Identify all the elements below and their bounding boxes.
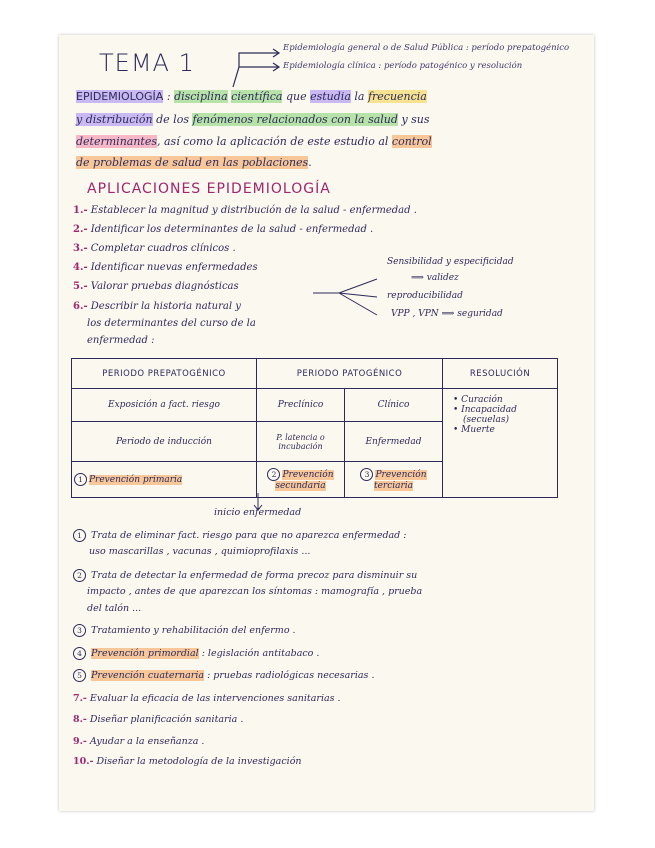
definition-line-2: y distribución de los fenómenos relacionados con la salud y sus [76,113,430,126]
cell-induccion: Periodo de inducción [72,422,257,462]
cell-latencia: P. latencia o incubación [257,422,345,462]
application-6: 6.- Describir la historia natural y [73,301,241,312]
natural-history-table [71,358,558,498]
note-2-line-2: impacto , antes de que aparezcan los síntomas : mamografía , prueba [87,586,423,597]
cell-enfermedad: Enfermedad [345,422,443,462]
branch-vpp-vpn: VPP , VPN ⟹ seguridad [391,309,503,319]
definition-line-4: de problemas de salud en las poblaciones. [76,156,312,169]
application-6-cont-1: los determinantes del curso de la [87,318,256,329]
applications-title: APLICACIONES EPIDEMIOLOGÍA [87,181,331,197]
cell-prevencion-primaria: 1 Prevención primaria [72,462,257,498]
application-3: 3.- Completar cuadros clínicos . [73,243,236,254]
application-9: 9.- Ayudar a la enseñanza . [73,736,205,747]
application-7: 7.- Evaluar la eficacia de las intervenciones sanitarias . [73,693,341,704]
cell-clinico: Clínico [345,389,443,422]
application-6-cont-2: enfermedad : [87,335,155,346]
cell-prevencion-terciaria: 3 Prevención terciaria [345,462,443,498]
application-1: 1.- Establecer la magnitud y distribución de la salud - enfermedad . [73,205,417,216]
header-patogenico: PERIODO PATOGÉNICO [257,359,443,389]
note-2-line-1: 2 Trata de detectar la enfermedad de forma precoz para disminuir su [73,569,417,582]
page-title: TEMA 1 [99,49,195,77]
inicio-enfermedad: inicio enfermedad [214,507,302,518]
definition-line-3: determinantes, así como la aplicación de este estudio al control [76,135,432,148]
branch-reproducibilidad: reproducibilidad [387,291,463,301]
cell-preclinico: Preclínico [257,389,345,422]
branch-sensibilidad: Sensibilidad y especificidad [387,257,514,267]
definition-line-1: EPIDEMIOLOGÍA : disciplina científica que estudia la frecuencia [76,90,427,103]
branch-general: Epidemiología general o de Salud Pública : período prepatogénico [283,43,570,53]
header-prepatogenico: PERIODO PREPATOGÉNICO [72,359,257,389]
cell-prevencion-secundaria: 2 Prevención secundaria [257,462,345,498]
application-5: 5.- Valorar pruebas diagnósticas [73,281,239,292]
note-5: 5 Prevención cuaternaria : pruebas radiológicas necesarias . [73,669,374,682]
note-3: 3 Tratamiento y rehabilitación del enfermo . [73,624,296,637]
branch-arrows [229,45,289,95]
term-epidemiologia: EPIDEMIOLOGÍA [76,90,164,103]
diagnostic-branch-lines [311,271,381,321]
branch-validez: ⟹ validez [411,273,459,283]
note-1-line-1: 1 Trata de eliminar fact. riesgo para que no aparezca enfermedad : [73,529,407,542]
application-4: 4.- Identificar nuevas enfermedades [73,262,258,273]
cell-resolucion: • Curación • Incapacidad (secuelas) • Muerte [443,389,558,498]
branch-clinica: Epidemiología clínica : período patogénico y resolución [283,61,523,71]
cell-exposicion: Exposición a fact. riesgo [72,389,257,422]
note-2-line-3: del talón ... [87,603,142,614]
application-2: 2.- Identificar los determinantes de la salud - enfermedad . [73,224,374,235]
note-4: 4 Prevención primordial : legislación antitabaco . [73,647,319,660]
header-resolucion: RESOLUCIÓN [443,359,558,389]
notes-page [59,35,594,811]
application-8: 8.- Diseñar planificación sanitaria . [73,714,244,725]
application-10: 10.- Diseñar la metodología de la investigación [73,756,302,767]
note-1-line-2: uso mascarillas , vacunas , quimioprofilaxis ... [89,546,311,557]
